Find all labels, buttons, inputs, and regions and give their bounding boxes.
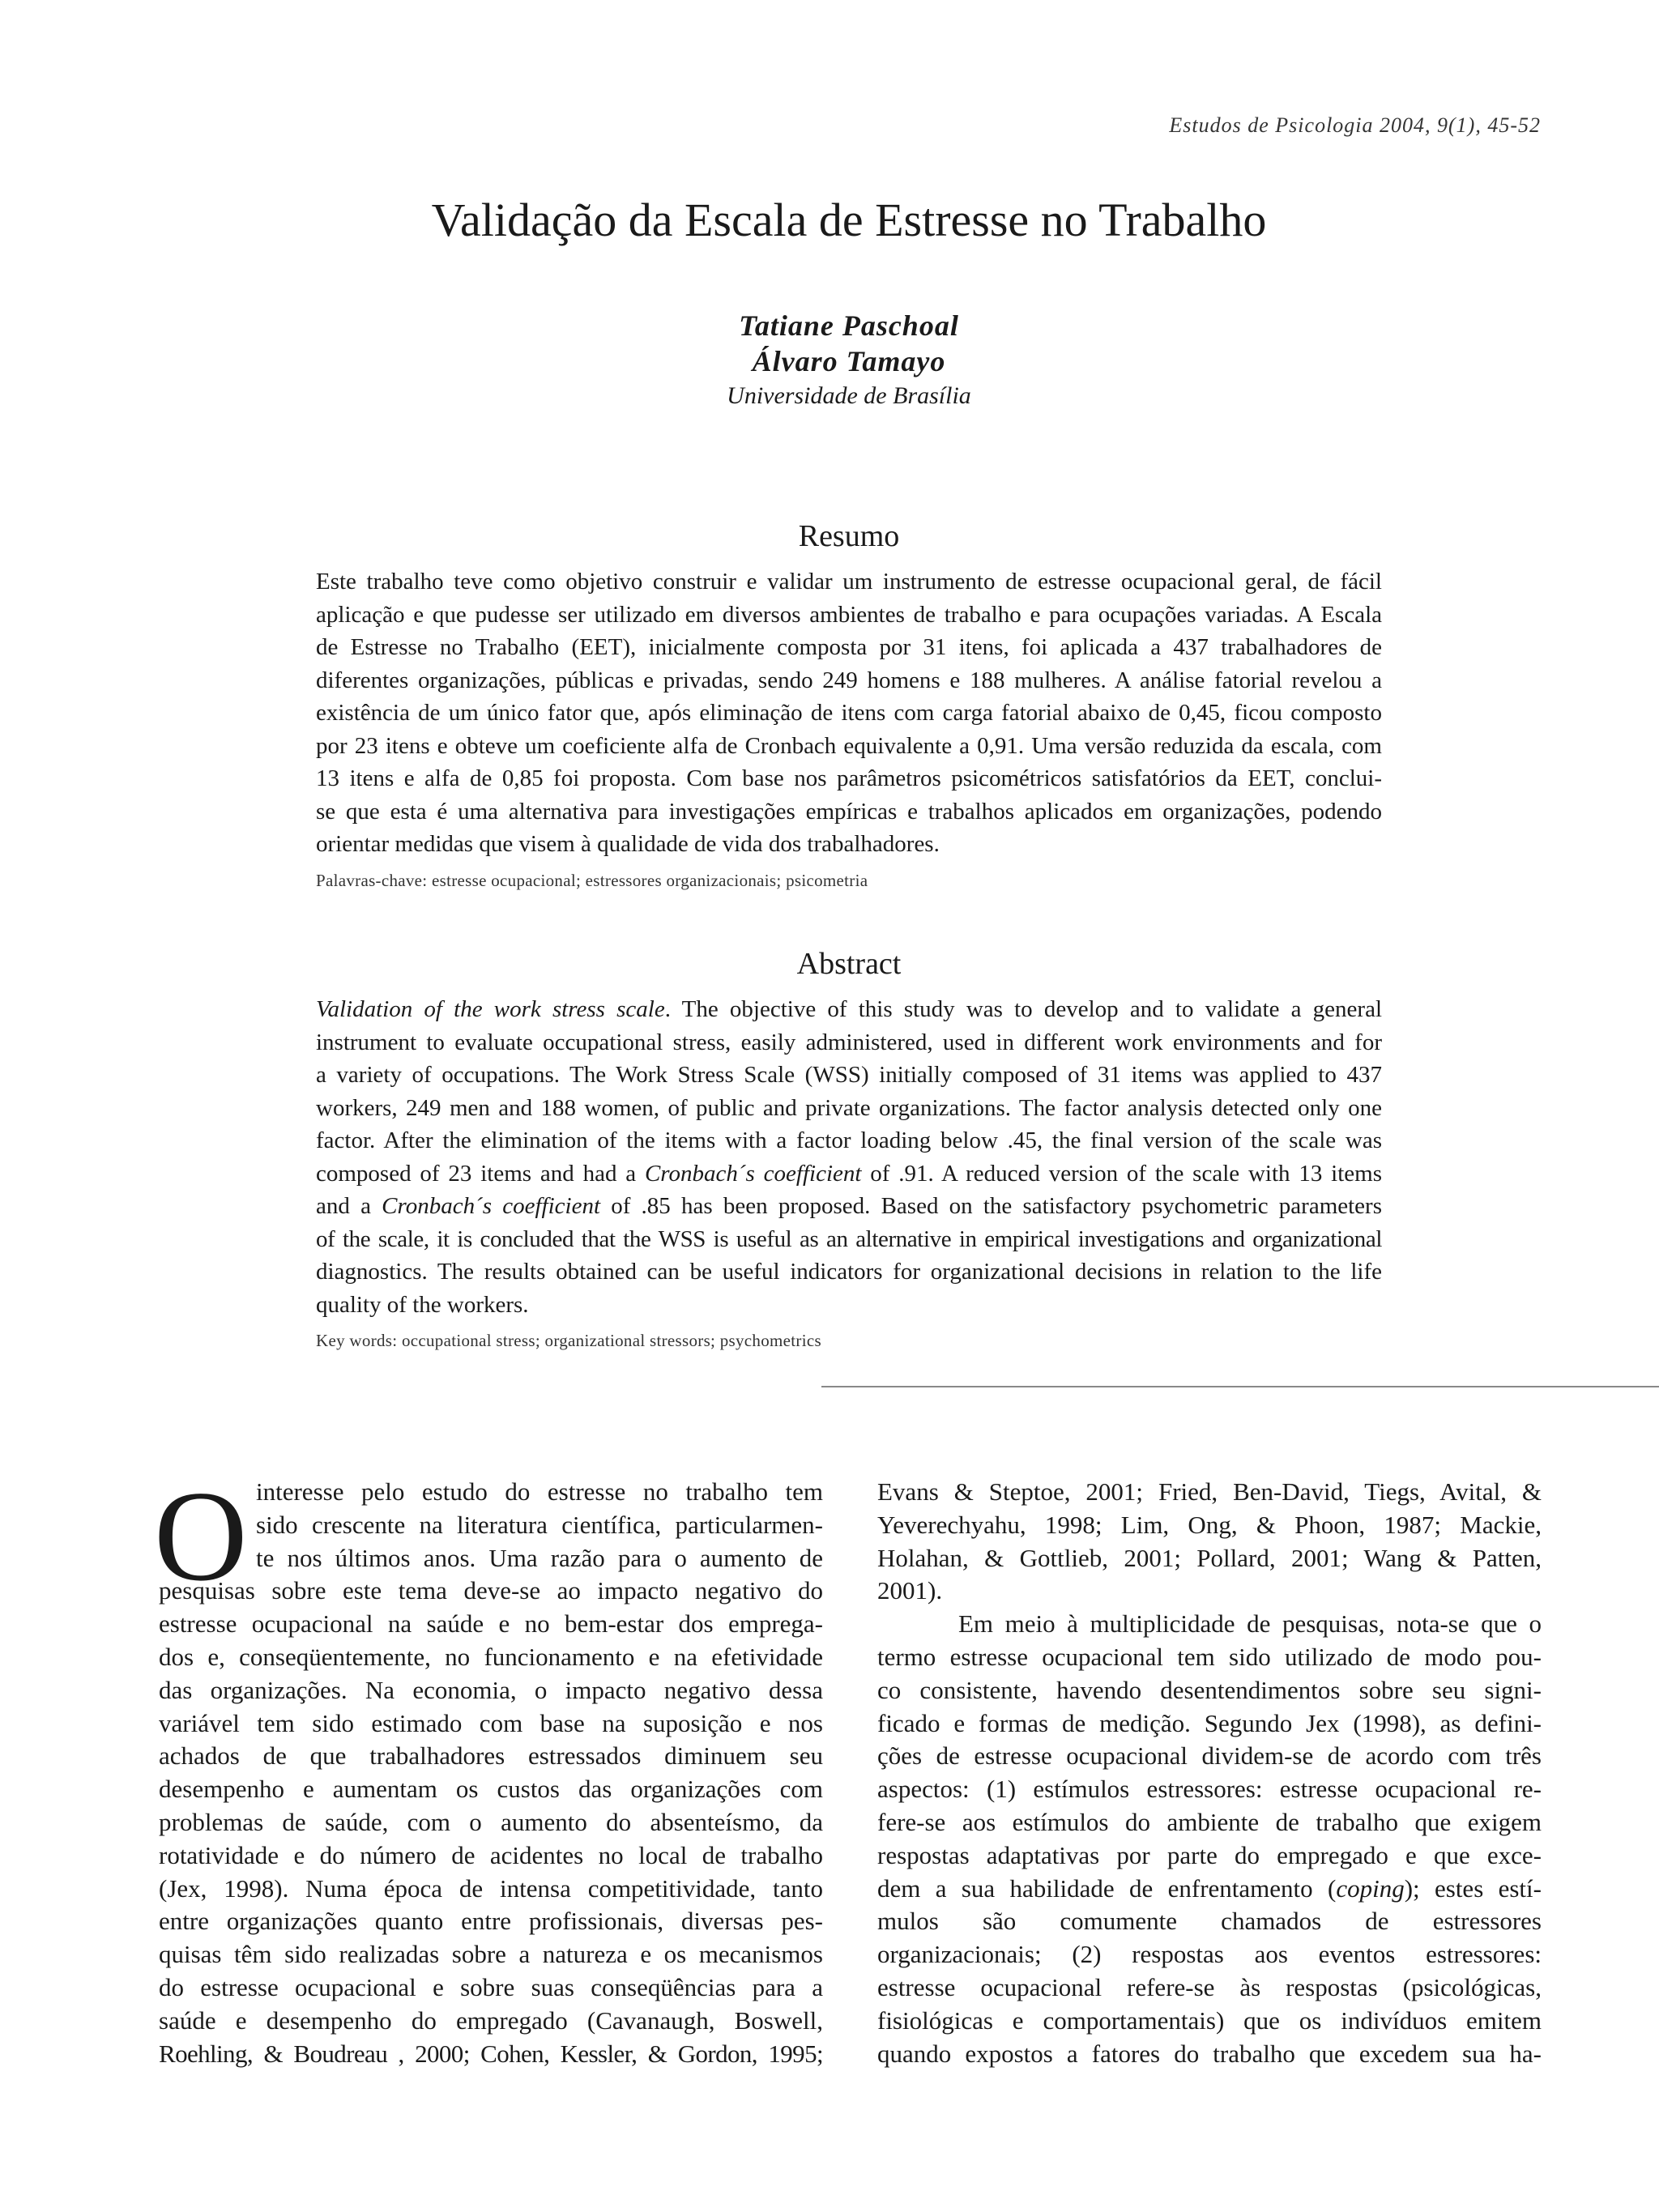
- body-line: te nos últimos anos. Uma razão para o aumento de: [256, 1543, 823, 1572]
- resumo-line: existência de um único fator que, após eliminação de itens com carga fatorial abaixo de 0,45, ficou composto: [316, 700, 1382, 726]
- resumo-line: Este trabalho teve como objetivo construir e validar um instrumento de estresse ocupacional geral, de fácil: [316, 569, 1382, 595]
- abstract-line: a variety of occupations. The Work Stress Scale (WSS) initially composed of 31 items was applied to 437: [316, 1062, 1382, 1088]
- body-line: do estresse ocupacional e sobre suas conseqüências para a: [159, 1972, 823, 2001]
- affiliation: Universidade de Brasília: [727, 382, 971, 409]
- body-line: entre organizações quanto entre profissionais, diversas pes-: [159, 1907, 823, 1936]
- body-line-text: ); estes estí-: [1404, 1873, 1542, 1903]
- body-line: (Jex, 1998). Numa época de intensa competitividade, tanto: [159, 1873, 823, 1903]
- author-name: Álvaro Tamayo: [752, 345, 946, 377]
- author-block: [0, 308, 1659, 413]
- abstract-line: [316, 1157, 1382, 1191]
- abstract-line-text: of .91. A reduced version of the scale with 13 items: [861, 1160, 1382, 1187]
- resumo-keywords: Palavras-chave: estresse ocupacional; estressores organizacionais; psicometria: [316, 870, 868, 890]
- body-line: [877, 1873, 1542, 1906]
- body-line: respostas adaptativas por parte do empregado e que exce-: [877, 1840, 1542, 1869]
- body-line: rotatividade e do número de acidentes no local de trabalho: [159, 1840, 823, 1869]
- body-line: Yeverechyahu, 1998; Lim, Ong, & Phoon, 1987; Mackie,: [877, 1510, 1542, 1539]
- drop-cap: O: [154, 1464, 248, 1608]
- resumo-line: diferentes organizações, públicas e privadas, sendo 249 homens e 188 mulheres. A análise fatorial revelou a: [316, 667, 1382, 693]
- resumo-text: [316, 565, 1382, 861]
- body-line: fere-se aos estímulos do ambiente de trabalho que exigem: [877, 1807, 1542, 1836]
- body-line: interesse pelo estudo do estresse no trabalho tem: [256, 1477, 823, 1506]
- resumo-line: se que esta é uma alternativa para investigações empíricas e trabalhos aplicados em organizações, podendo: [316, 798, 1382, 825]
- body-line: achados de que trabalhadores estressados diminuem seu: [159, 1741, 823, 1771]
- body-line: quisas têm sido realizadas sobre a natureza e os mecanismos: [159, 1940, 823, 1969]
- abstract-line: [316, 993, 1382, 1026]
- abstract-line: quality of the workers.: [316, 1291, 529, 1318]
- abstract-title-italic: Validation of the work stress scale: [316, 996, 665, 1022]
- abstract-line: instrument to evaluate occupational stress, easily administered, used in different work environments and for: [316, 1029, 1382, 1055]
- abstract-line: of the scale, it is concluded that the WSS is useful as an alternative in empirical investigations and organizational: [316, 1225, 1382, 1252]
- abstract-line: factor. After the elimination of the items with a factor loading below .45, the final version of the scale was: [316, 1127, 1382, 1153]
- resumo-line: 13 itens e alfa de 0,85 foi proposta. Com base nos parâmetros psicométricos satisfatórios da EET, conclui-: [316, 765, 1382, 791]
- body-column-left: [154, 1464, 823, 2070]
- body-line: problemas de saúde, com o aumento do absenteísmo, da: [159, 1807, 823, 1836]
- body-line: sido crescente na literatura científica, particularmen-: [256, 1510, 823, 1539]
- abstract-line-text: composed of 23 items and had a: [316, 1160, 645, 1187]
- section-divider: [821, 1386, 1659, 1387]
- body-line: saúde e desempenho do empregado (Cavanaugh, Boswell,: [159, 2005, 823, 2035]
- abstract-keywords: Key words: occupational stress; organizational stressors; psychometrics: [316, 1331, 821, 1350]
- body-line: das organizações. Na economia, o impacto negativo dessa: [159, 1675, 823, 1704]
- body-line: organizacionais; (2) respostas aos eventos estressores:: [877, 1940, 1542, 1969]
- resumo-heading: Resumo: [798, 519, 900, 553]
- author-name: Tatiane Paschoal: [739, 309, 959, 342]
- abstract-line: [316, 1190, 1382, 1223]
- body-line: aspectos: (1) estímulos estressores: estresse ocupacional re-: [877, 1775, 1542, 1804]
- body-line: termo estresse ocupacional tem sido utilizado de modo pou-: [877, 1642, 1542, 1671]
- body-line: pesquisas sobre este tema deve-se ao impacto negativo do: [159, 1576, 823, 1605]
- article-title: Validação da Escala de Estresse no Trabalho: [431, 194, 1267, 246]
- body-line: quando expostos a fatores do trabalho que excedem sua ha-: [877, 2039, 1542, 2068]
- body-line: Evans & Steptoe, 2001; Fried, Ben-David, Tiegs, Avital, &: [877, 1477, 1542, 1506]
- body-column-right: [877, 1476, 1542, 2070]
- body-line: 2001).: [877, 1576, 943, 1605]
- body-line: ficado e formas de medição. Segundo Jex (1998), as defini-: [877, 1708, 1542, 1737]
- body-line: desempenho e aumentam os custos das organizações com: [159, 1775, 823, 1804]
- journal-reference: Estudos de Psicologia 2004, 9(1), 45-52: [1169, 113, 1541, 137]
- resumo-line: de Estresse no Trabalho (EET), inicialmente composta por 31 itens, foi aplicada a 437 trabalhadores de: [316, 634, 1382, 660]
- resumo-line: por 23 itens e obteve um coeficiente alfa de Cronbach equivalente a 0,91. Uma versão reduzida da escala, com: [316, 732, 1382, 759]
- resumo-line: aplicação e que pudesse ser utilizado em diversos ambientes de trabalho e para ocupações variadas. A Escala: [316, 601, 1382, 628]
- cronbach-term: Cronbach´s coefficient: [644, 1160, 862, 1187]
- resumo-section: [316, 518, 1382, 891]
- body-line: estresse ocupacional refere-se às respostas (psicológicas,: [877, 1972, 1542, 2001]
- abstract-line-text: of .85 has been proposed. Based on the satisfactory psychometric parameters: [600, 1193, 1382, 1219]
- body-line: variável tem sido estimado com base na suposição e nos: [159, 1708, 823, 1737]
- body-line: Holahan, & Gottlieb, 2001; Pollard, 2001; Wang & Patten,: [877, 1543, 1542, 1572]
- body-line-text: dem a sua habilidade de enfrentamento (: [877, 1873, 1337, 1903]
- cronbach-term: Cronbach´s coefficient: [382, 1193, 600, 1219]
- body-line: estresse ocupacional na saúde e no bem-estar dos emprega-: [159, 1609, 823, 1639]
- abstract-line: diagnostics. The results obtained can be useful indicators for organizational decisions in relation to the life: [316, 1259, 1382, 1285]
- body-line: ções de estresse ocupacional dividem-se de acordo com três: [877, 1741, 1542, 1771]
- abstract-heading: Abstract: [796, 947, 902, 981]
- body-line: dos e, conseqüentemente, no funcionamento e na efetividade: [159, 1642, 823, 1671]
- abstract-line: workers, 249 men and 188 women, of public and private organizations. The factor analysis detected only one: [316, 1094, 1382, 1121]
- abstract-line-text: . The objective of this study was to develop and to validate a general: [664, 996, 1383, 1022]
- abstract-text: [316, 993, 1382, 1321]
- body-line: fisiológicas e comportamentais) que os indivíduos emitem: [877, 2005, 1542, 2035]
- coping-term: coping: [1336, 1873, 1405, 1903]
- body-line: mulos são comumente chamados de estressores: [877, 1907, 1542, 1936]
- body-line: co consistente, havendo desentendimentos sobre seu signi-: [877, 1675, 1542, 1704]
- body-line: Em meio à multiplicidade de pesquisas, nota-se que o: [958, 1609, 1542, 1639]
- resumo-line: orientar medidas que visem à qualidade de vida dos trabalhadores.: [316, 831, 940, 857]
- abstract-section: [316, 946, 1382, 1351]
- body-line: Roehling, & Boudreau , 2000; Cohen, Kessler, & Gordon, 1995;: [159, 2039, 823, 2068]
- abstract-line-text: and a: [316, 1193, 382, 1219]
